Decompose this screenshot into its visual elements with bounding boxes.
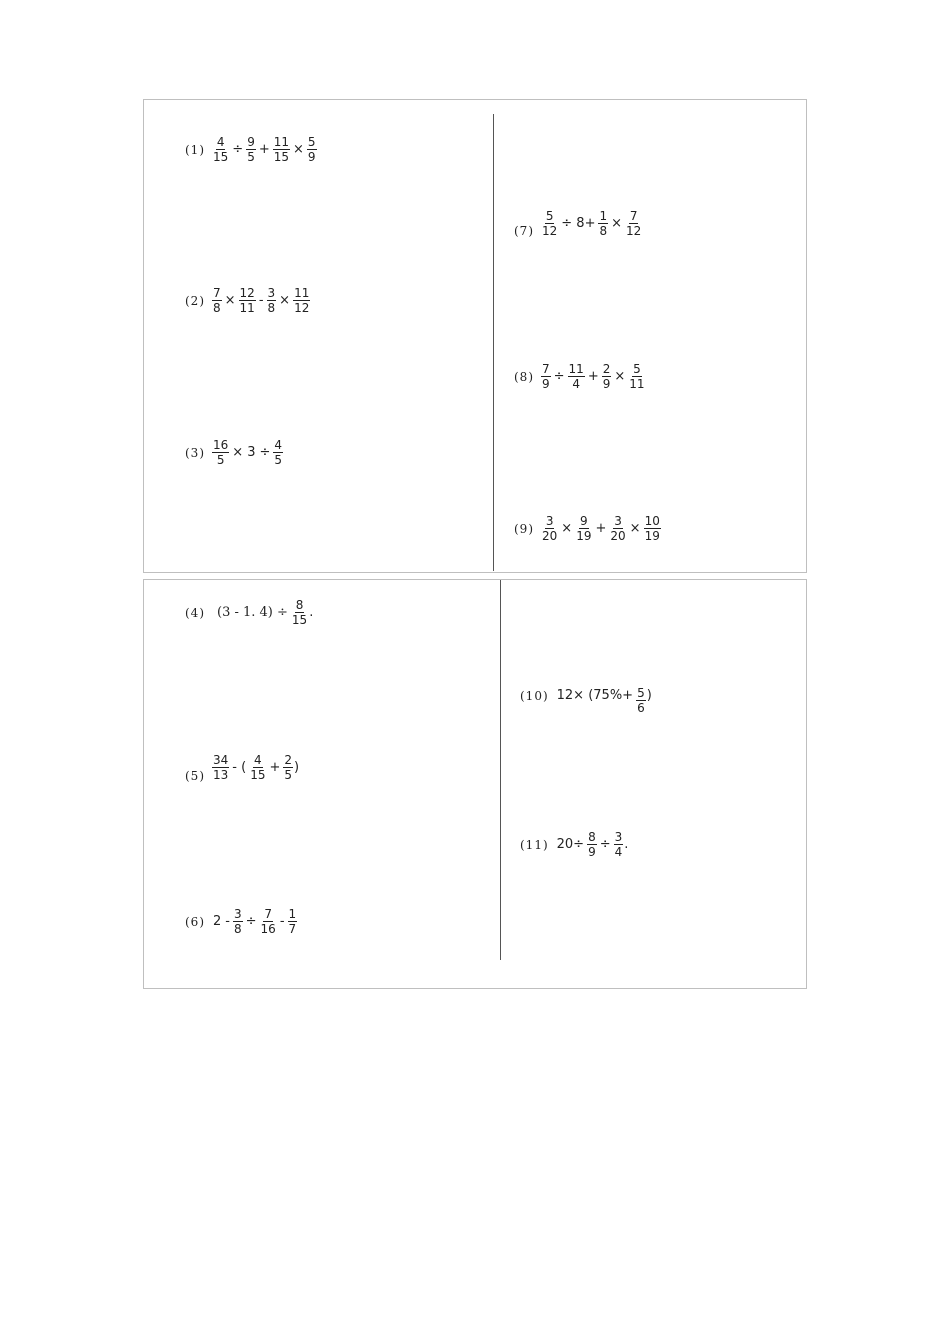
problem-label: (10) bbox=[520, 688, 549, 703]
denominator: 5 bbox=[284, 767, 293, 782]
denominator: 5 bbox=[274, 453, 283, 467]
numerator: 3 bbox=[545, 514, 554, 528]
denominator: 8 bbox=[599, 224, 608, 238]
operator: × bbox=[279, 293, 291, 308]
denominator: 20 bbox=[542, 529, 558, 543]
numerator: 5 bbox=[633, 362, 641, 376]
problem-label: (5) bbox=[185, 769, 205, 783]
denominator: 9 bbox=[307, 150, 316, 164]
fraction bbox=[249, 754, 266, 781]
numerator: 1 bbox=[599, 209, 608, 223]
problem-1 bbox=[185, 136, 318, 163]
problem-8 bbox=[514, 363, 647, 390]
problem-label: (8) bbox=[514, 369, 534, 384]
fraction bbox=[212, 136, 229, 163]
operator: + bbox=[269, 759, 281, 775]
fraction bbox=[587, 831, 597, 858]
operator: ÷ bbox=[553, 369, 565, 384]
closing-paren: ) bbox=[294, 759, 300, 775]
problem-label: (7) bbox=[514, 223, 534, 238]
problem-11 bbox=[520, 831, 628, 858]
operator: × bbox=[611, 216, 623, 231]
expression-text: 20÷ bbox=[556, 837, 585, 852]
numerator: 8 bbox=[295, 598, 304, 612]
number: 2 bbox=[213, 914, 222, 929]
operator: + bbox=[587, 369, 599, 384]
numerator: 11 bbox=[568, 362, 584, 376]
numerator: 5 bbox=[637, 686, 645, 700]
fraction bbox=[260, 908, 277, 935]
period: . bbox=[309, 605, 314, 620]
operator: ÷ bbox=[599, 837, 611, 852]
numerator: 4 bbox=[254, 752, 262, 767]
problem-9 bbox=[514, 515, 662, 542]
denominator: 15 bbox=[250, 767, 266, 782]
operator: ÷ bbox=[232, 142, 244, 157]
numerator: 7 bbox=[629, 209, 638, 223]
operator: × bbox=[561, 521, 573, 536]
expression-text: (3 - 1. 4) ÷ bbox=[217, 605, 288, 620]
operator: - ( bbox=[232, 759, 247, 775]
fraction bbox=[212, 754, 229, 781]
fraction bbox=[212, 439, 229, 466]
fraction bbox=[568, 363, 585, 390]
numerator: 2 bbox=[602, 362, 611, 376]
problem-4 bbox=[185, 599, 313, 626]
numerator: 3 bbox=[233, 907, 242, 921]
fraction bbox=[283, 754, 293, 781]
numerator: 7 bbox=[264, 907, 272, 921]
numerator: 3 bbox=[614, 830, 623, 844]
numerator: 2 bbox=[284, 752, 293, 767]
numerator: 8 bbox=[588, 830, 596, 844]
problem-label: (1) bbox=[185, 142, 205, 157]
numerator: 34 bbox=[213, 752, 229, 767]
fraction bbox=[239, 287, 256, 314]
denominator: 11 bbox=[239, 301, 255, 315]
denominator: 7 bbox=[288, 922, 297, 936]
denominator: 5 bbox=[247, 150, 255, 164]
denominator: 15 bbox=[213, 150, 229, 164]
number: 3 bbox=[247, 445, 256, 460]
denominator: 9 bbox=[588, 845, 596, 859]
denominator: 13 bbox=[213, 767, 229, 782]
operator: - bbox=[225, 914, 230, 929]
problem-label: (3) bbox=[185, 445, 205, 460]
fraction bbox=[293, 287, 310, 314]
problem-2 bbox=[185, 287, 311, 314]
fraction bbox=[541, 363, 551, 390]
fraction bbox=[212, 287, 222, 314]
operator: × bbox=[224, 293, 236, 308]
denominator: 9 bbox=[602, 377, 611, 391]
operator: - bbox=[279, 914, 285, 929]
expression-text: 12× (75%+ bbox=[556, 688, 634, 703]
problem-7 bbox=[514, 210, 643, 237]
numerator: 3 bbox=[267, 286, 276, 300]
fraction bbox=[541, 210, 558, 237]
numerator: 12 bbox=[239, 286, 255, 300]
denominator: 12 bbox=[542, 224, 558, 238]
denominator: 19 bbox=[644, 529, 660, 543]
numerator: 7 bbox=[542, 362, 550, 376]
denominator: 8 bbox=[213, 301, 221, 315]
fraction bbox=[273, 136, 290, 163]
numerator: 9 bbox=[580, 514, 588, 528]
fraction bbox=[644, 515, 661, 542]
numerator: 10 bbox=[644, 514, 660, 528]
problem-label: (6) bbox=[185, 914, 205, 929]
problem-label: (9) bbox=[514, 521, 534, 536]
numerator: 5 bbox=[307, 135, 316, 149]
numerator: 16 bbox=[213, 438, 229, 452]
denominator: 4 bbox=[614, 845, 623, 859]
denominator: 12 bbox=[626, 224, 642, 238]
fraction bbox=[598, 210, 608, 237]
fraction bbox=[273, 439, 283, 466]
numerator: 4 bbox=[216, 135, 225, 149]
problem-5 bbox=[185, 752, 299, 782]
fraction bbox=[291, 599, 308, 626]
problem-10 bbox=[520, 677, 652, 714]
fraction bbox=[614, 831, 624, 858]
numerator: 9 bbox=[247, 135, 255, 149]
denominator: 6 bbox=[637, 701, 645, 715]
period: . bbox=[624, 837, 629, 852]
numerator: 11 bbox=[294, 286, 310, 300]
problem-3 bbox=[185, 439, 284, 466]
top-column-divider bbox=[493, 114, 494, 571]
denominator: 4 bbox=[572, 377, 580, 391]
top-worksheet-panel bbox=[143, 99, 807, 573]
denominator: 11 bbox=[629, 377, 645, 391]
denominator: 8 bbox=[267, 301, 276, 315]
operator: + bbox=[595, 521, 607, 536]
denominator: 9 bbox=[542, 377, 550, 391]
problem-label: (2) bbox=[185, 293, 205, 308]
numerator: 5 bbox=[545, 209, 554, 223]
operator: + bbox=[258, 142, 270, 157]
fraction bbox=[246, 136, 256, 163]
operator: × bbox=[614, 369, 626, 384]
fraction bbox=[636, 687, 646, 714]
fraction bbox=[575, 515, 592, 542]
fraction bbox=[267, 287, 277, 314]
denominator: 5 bbox=[216, 453, 225, 467]
denominator: 8 bbox=[233, 922, 242, 936]
denominator: 16 bbox=[260, 922, 276, 936]
fraction bbox=[625, 210, 642, 237]
fraction bbox=[288, 908, 298, 935]
fraction bbox=[541, 515, 558, 542]
closing-paren: ) bbox=[646, 688, 652, 703]
operator: × bbox=[232, 445, 244, 460]
numerator: 3 bbox=[614, 514, 622, 528]
fraction bbox=[602, 363, 612, 390]
operator: ÷ 8+ bbox=[561, 216, 596, 231]
denominator: 15 bbox=[291, 613, 308, 627]
denominator: 15 bbox=[273, 150, 290, 164]
problem-label: (11) bbox=[520, 837, 549, 852]
fraction bbox=[628, 363, 645, 390]
problem-label: (4) bbox=[185, 605, 205, 620]
fraction bbox=[233, 908, 243, 935]
fraction bbox=[609, 515, 626, 542]
operator: × bbox=[293, 142, 304, 157]
numerator: 11 bbox=[273, 135, 290, 149]
numerator: 1 bbox=[288, 907, 297, 921]
bottom-column-divider bbox=[500, 580, 501, 960]
operator: - bbox=[258, 293, 264, 308]
denominator: 20 bbox=[610, 529, 626, 543]
denominator: 19 bbox=[576, 529, 592, 543]
denominator: 12 bbox=[294, 301, 310, 315]
fraction bbox=[307, 136, 317, 163]
numerator: 7 bbox=[213, 286, 221, 300]
operator: × bbox=[629, 521, 641, 536]
operator: ÷ bbox=[245, 914, 257, 929]
operator: ÷ bbox=[259, 445, 271, 460]
problem-6 bbox=[185, 908, 298, 935]
numerator: 4 bbox=[274, 438, 283, 452]
